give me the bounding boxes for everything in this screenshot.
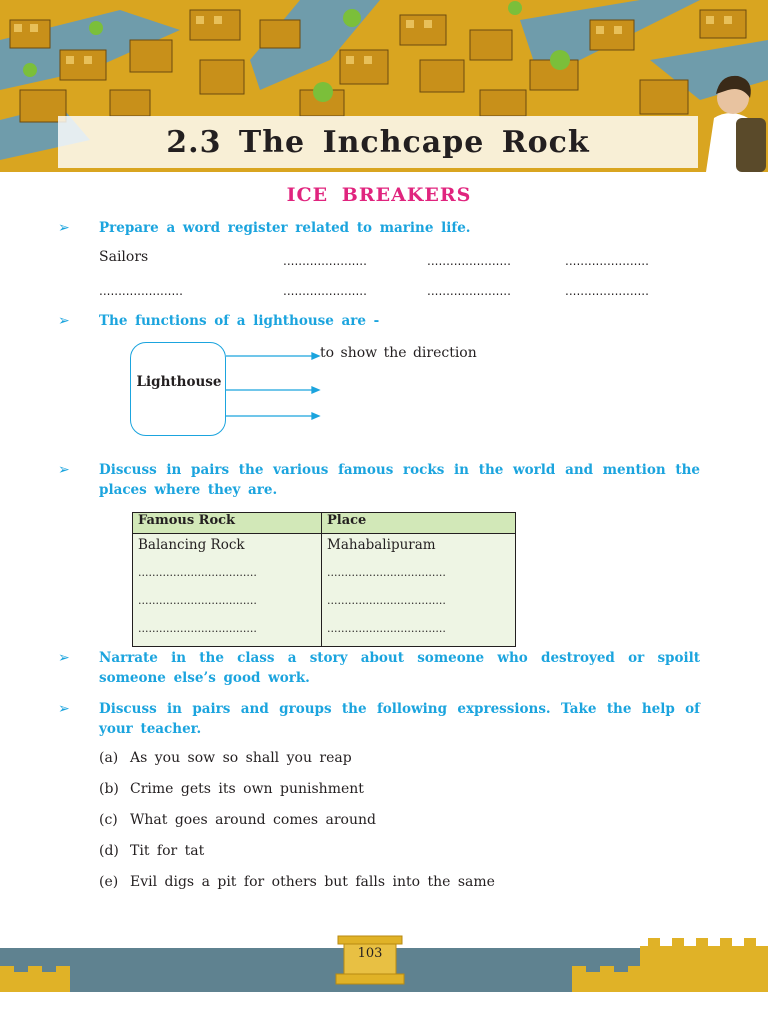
list-item — [99, 781, 364, 797]
list-item — [99, 874, 495, 890]
word-blank: ...................... — [283, 254, 367, 268]
list-item-label: (a) — [99, 750, 119, 766]
bullet-icon: ➢ — [58, 313, 70, 329]
word-register-first-word: Sailors — [99, 249, 149, 265]
list-item-label: (b) — [99, 781, 119, 797]
bullet-icon: ➢ — [58, 650, 70, 666]
lighthouse-box-label: Lighthouse — [136, 374, 222, 390]
narrate-prompt: Narrate in the class a story about someone who destroyed or spoilt someone else’s good work. — [99, 650, 700, 686]
word-blank: ...................... — [283, 284, 367, 298]
table-cell: Balancing Rock — [138, 537, 245, 553]
list-item-label: (d) — [99, 843, 119, 859]
page-number: 103 — [357, 946, 383, 961]
rocks-prompt: Discuss in pairs the various famous rocks in the world and mention the places where they are. — [99, 462, 700, 498]
word-blank: ...................... — [565, 254, 649, 268]
word-blank: ...................... — [427, 284, 511, 298]
table-row — [133, 618, 516, 647]
arrow-icon — [226, 340, 326, 430]
list-item — [99, 812, 376, 828]
bullet-icon: ➢ — [58, 462, 70, 478]
lighthouse-prompt: The functions of a lighthouse are - — [99, 313, 380, 329]
table-cell: Mahabalipuram — [327, 537, 436, 553]
chapter-title: 2.3 The Inchcape Rock — [166, 124, 590, 160]
table-row — [133, 534, 516, 563]
table-header-row — [133, 513, 516, 534]
bullet-icon: ➢ — [58, 220, 70, 236]
table-cell: .................................. — [138, 594, 257, 607]
table-row — [133, 590, 516, 618]
list-item-text: Tit for tat — [130, 843, 205, 859]
table-cell: .................................. — [138, 566, 257, 579]
section-title: ICE BREAKERS — [286, 184, 472, 206]
column-header-place: Place — [322, 513, 516, 534]
word-register-prompt: Prepare a word register related to marine life. — [99, 220, 471, 236]
list-item-text: Evil digs a pit for others but falls into the same — [130, 874, 495, 890]
table-cell: .................................. — [327, 566, 446, 579]
famous-rocks-table — [132, 512, 516, 647]
list-item — [99, 750, 352, 766]
list-item-text: As you sow so shall you reap — [130, 750, 352, 766]
table-cell: .................................. — [138, 622, 257, 635]
word-blank: ...................... — [99, 284, 183, 298]
list-item-text: What goes around comes around — [130, 812, 376, 828]
list-item — [99, 843, 204, 859]
table-row — [133, 562, 516, 590]
list-item-label: (c) — [99, 812, 118, 828]
bullet-icon: ➢ — [58, 701, 70, 717]
lighthouse-function-1: to show the direction — [320, 345, 477, 361]
word-blank: ...................... — [427, 254, 511, 268]
expressions-prompt: Discuss in pairs and groups the following expressions. Take the help of your teacher. — [99, 701, 700, 737]
column-header-rock: Famous Rock — [133, 513, 322, 534]
list-item-text: Crime gets its own punishment — [130, 781, 364, 797]
word-blank: ...................... — [565, 284, 649, 298]
table-cell: .................................. — [327, 594, 446, 607]
list-item-label: (e) — [99, 874, 119, 890]
table-cell: .................................. — [327, 622, 446, 635]
